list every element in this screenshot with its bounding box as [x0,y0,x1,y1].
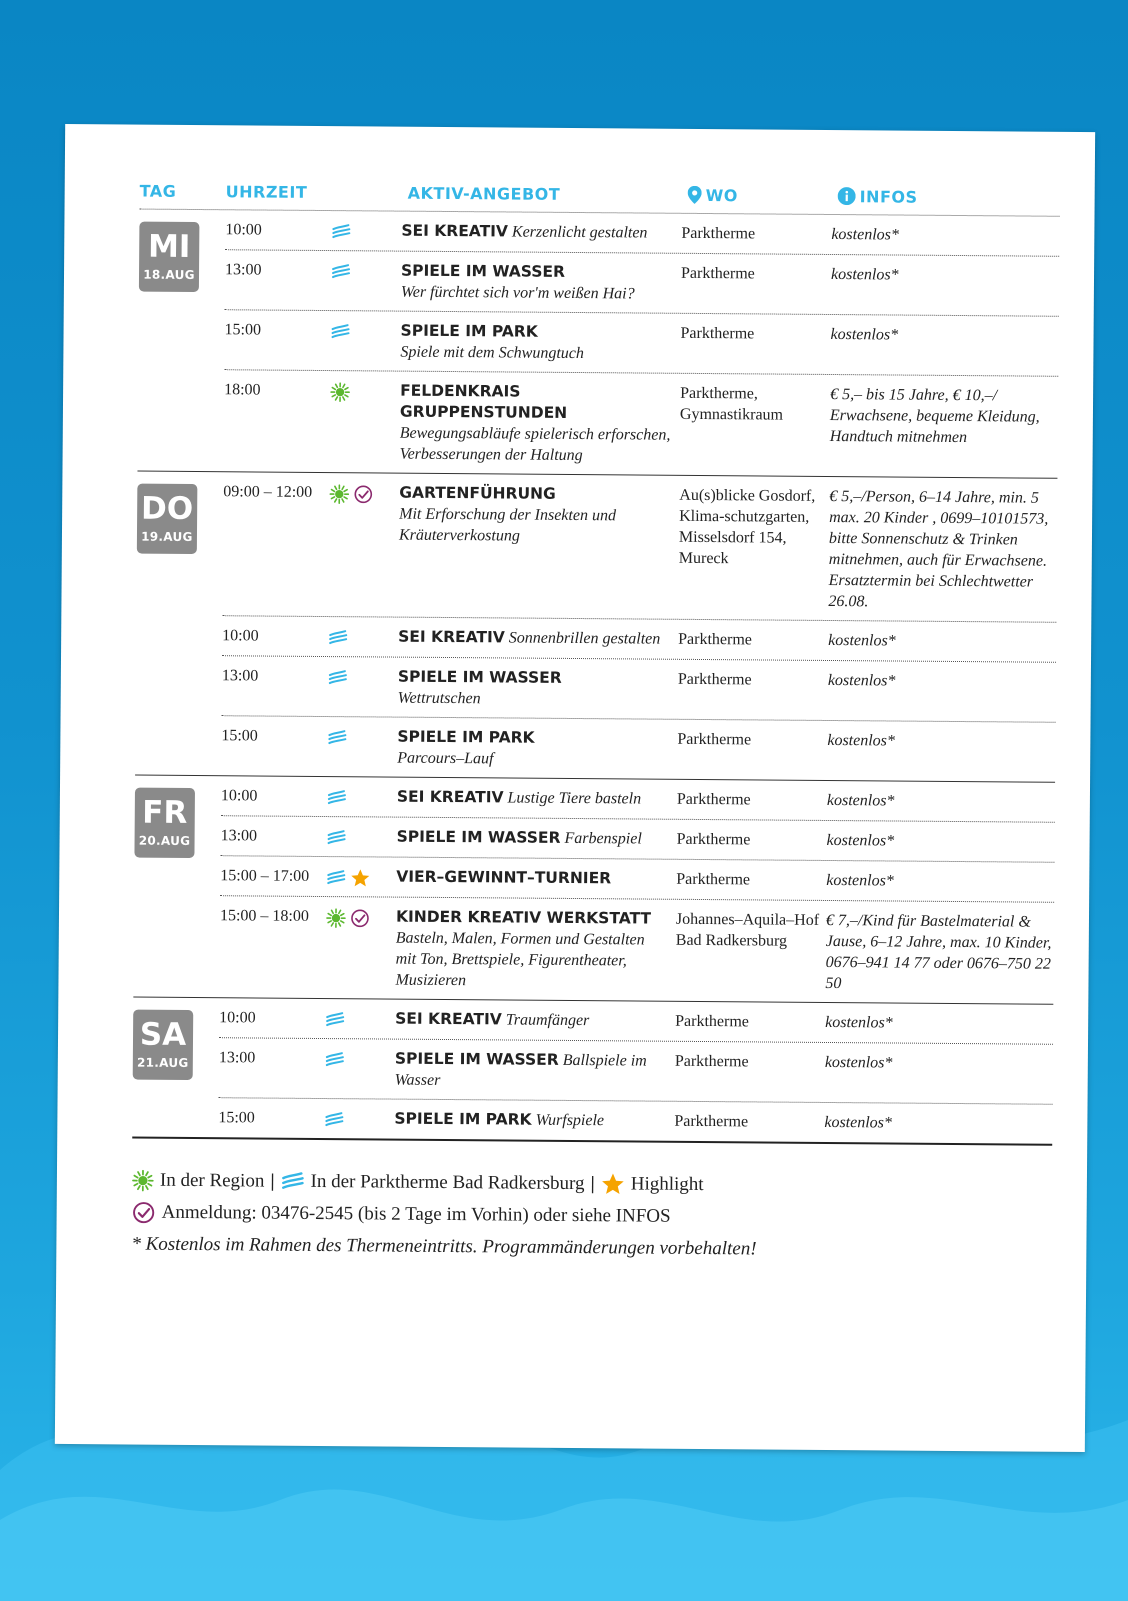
row-info: kostenlos* [824,1053,893,1072]
activity-title: GARTENFÜHRUNG [399,483,556,503]
row-icons [326,866,396,889]
day-section-do [135,472,1057,783]
table-row [224,310,1058,377]
row-activity [400,381,681,467]
row-time: 15:00 – 18:00 [219,907,309,925]
row-info: kostenlos* [830,265,899,284]
day-abbr: MI [147,228,191,265]
check-circle-icon [132,1201,156,1225]
day-date: 21.AUG [136,1055,189,1070]
row-icons [328,482,399,609]
header-uhrzeit: UHRZEIT [225,181,308,202]
program-card [55,124,1095,1452]
row-icons [328,666,398,709]
header-tag: TAG [139,181,177,201]
table-row [221,716,1055,782]
table-row [219,896,1054,1004]
row-icons [327,726,397,769]
day-badge-column [135,472,223,776]
legend [131,1165,1052,1268]
day-abbr: DO [140,490,194,527]
row-location: Parktherme [674,1052,749,1071]
row-time: 10:00 [225,221,262,239]
waves-icon [324,1110,344,1130]
legend-parktherme: In der Parktherme Bad Radkersburg [310,1170,585,1195]
row-location: Parktherme [674,1112,749,1131]
day-date: 18.AUG [143,267,195,282]
waves-icon [327,788,347,808]
row-time: 15:00 – 17:00 [220,867,310,885]
row-time: 13:00 [224,261,262,279]
sun-icon [132,1170,154,1192]
row-activity [396,867,676,891]
legend-anmeldung: Anmeldung: 03476-2545 (bis 2 Tage im Vorhin) oder siehe INFOS [161,1201,671,1227]
day-abbr: SA [139,1016,187,1053]
waves-icon [330,322,350,342]
activity-subtitle-inline: Kerzenlicht gestalten [511,223,648,242]
table-row [218,1098,1052,1144]
activity-subtitle: Spiele mit dem Schwungtuch [400,343,584,363]
row-location: Parktherme [678,630,752,649]
day-badge-column [132,998,219,1138]
row-location: Parktherme [677,670,752,689]
row-activity [401,221,681,245]
row-location: Au(s)blicke Gosdorf, Klima-schutzgarten, Misselsdorf 154, Mureck [678,486,816,568]
waves-icon [327,728,347,748]
row-activity [395,1009,675,1033]
day-rows [218,998,1053,1144]
activity-title: SEI KREATIV [396,787,504,807]
day-sections [132,210,1059,1146]
table-row [221,776,1055,823]
day-badge [134,788,195,858]
waves-icon [325,1010,345,1030]
row-activity [395,1049,675,1093]
row-icons [331,220,401,243]
activity-title: SPIELE IM PARK [400,321,538,341]
row-info: kostenlos* [831,225,899,244]
row-activity [397,827,677,851]
row-location: Parktherme [680,264,755,283]
row-time: 13:00 [221,667,259,685]
row-activity [397,727,677,771]
table-row [219,1038,1053,1105]
activity-title: SPIELE IM WASSER [396,827,561,847]
waves-icon [327,828,347,848]
activity-title: SEI KREATIV [398,627,505,647]
waves-icon [328,668,348,688]
waves-icon [280,1170,304,1194]
check-circle-icon [350,908,370,928]
row-icons [330,380,401,465]
table-row [222,472,1057,623]
row-time: 10:00 [222,627,259,645]
table-row [220,856,1054,903]
row-icons [331,260,401,303]
row-info: kostenlos* [827,731,895,750]
row-info: € 5,– bis 15 Jahre, € 10,–/ Erwachsene, bequeme Kleidung, Handtuch mitnehmen [829,385,1040,447]
activity-subtitle-inline: Traumfänger [505,1011,590,1030]
schedule-table [131,173,1060,1268]
day-rows [223,210,1059,478]
day-date: 19.AUG [141,529,193,544]
star-icon [601,1172,625,1196]
row-location: Parktherme [676,830,751,849]
info-icon [838,187,856,205]
activity-subtitle: Bewegungsabläufe spielerisch erforschen, Verbesserungen der Haltung [399,424,671,465]
table-row [223,370,1058,478]
row-icons [325,906,396,991]
waves-icon [328,628,348,648]
day-section-fr [133,776,1055,1005]
waves-icon [331,262,351,282]
activity-title: SPIELE IM PARK [394,1109,532,1129]
row-activity [397,787,677,811]
row-info: kostenlos* [825,1013,893,1032]
row-location: Parktherme, Gymnastikraum [679,384,784,424]
row-location: Parktherme [675,1012,749,1031]
row-icons [327,826,397,849]
day-section-mi [137,210,1059,479]
legend-highlight: Highlight [630,1173,704,1196]
row-activity [398,483,679,611]
row-icons [325,1008,395,1031]
table-row [222,616,1056,663]
activity-subtitle-inline: Wurfspiele [535,1111,605,1130]
activity-title: KINDER KREATIV WERKSTATT [395,907,652,928]
table-row [219,998,1053,1045]
row-activity [401,261,681,305]
header-wo [688,185,838,205]
legend-line-icons: In der Region | In der Parktherme Bad Radkersburg | Highlight [132,1165,1052,1204]
row-info: kostenlos* [824,1113,892,1132]
row-time: 10:00 [219,1009,256,1027]
row-activity [395,907,676,993]
row-activity [400,321,680,365]
row-icons [325,1048,395,1091]
table-row [225,250,1059,317]
waves-icon [331,222,351,242]
activity-title: SPIELE IM WASSER [400,261,566,281]
day-badge-column [137,210,225,472]
check-circle-icon [132,1201,156,1225]
day-badge [139,222,200,292]
sun-icon [326,908,346,928]
sun-icon [329,484,349,504]
row-location: Johannes–Aquila–Hof Bad Radkersburg [675,910,820,950]
activity-subtitle: Wettrutschen [397,689,481,708]
day-date: 20.AUG [138,833,191,848]
row-icons [328,626,398,649]
day-section-sa [132,998,1053,1146]
row-time: 15:00 [218,1109,255,1127]
activity-title: VIER–GEWINNT–TURNIER [396,867,612,888]
row-time: 09:00 – 12:00 [223,483,313,501]
row-location: Parktherme [681,224,756,243]
location-pin-icon [688,186,702,204]
sun-icon [132,1170,154,1192]
day-rows [219,776,1055,1004]
activity-subtitle: Wer fürchtet sich vor'm weißen Hai? [400,283,635,303]
waves-icon [326,868,346,888]
star-icon [601,1172,625,1196]
row-info: € 5,–/Person, 6–14 Jahre, min. 5 max. 20 Kinder , 0699–10101573, bitte Sonnenschutz & Trinken mitnehmen, auch für Erwachsene. Ersatztermin bei Schlechtwetter 26.08. [828,487,1049,611]
row-icons [330,320,400,363]
activity-title: SPIELE IM PARK [397,727,535,747]
row-time: 18:00 [224,381,261,399]
row-icons [324,1108,394,1131]
activity-title: SPIELE IM WASSER [397,667,562,687]
row-info: kostenlos* [828,631,896,650]
activity-subtitle: Parcours–Lauf [397,749,494,768]
day-badge [133,1010,194,1080]
row-time: 13:00 [220,827,258,845]
activity-title: SEI KREATIV [401,221,509,241]
row-activity [398,627,678,651]
activity-subtitle: Mit Erforschung der Insekten und Kräuterverkostung [398,505,617,545]
activity-title: FELDENKRAIS GRUPPENSTUNDEN [399,381,568,422]
row-info: kostenlos* [826,831,895,850]
row-info: kostenlos* [827,671,896,690]
row-time: 10:00 [220,787,258,805]
header-infos [838,187,918,207]
header-angebot: AKTIV-ANGEBOT [407,183,561,204]
activity-title: SEI KREATIV [395,1009,502,1029]
row-time: 15:00 [224,321,262,339]
day-rows [221,472,1057,782]
row-activity [398,667,678,711]
activity-subtitle: Basteln, Malen, Formen und Gestalten mit Ton, Brettspiele, Figurentheater, Musizieren [395,929,645,990]
table-row [222,656,1056,723]
star-icon [350,868,370,888]
table-row [225,210,1059,257]
row-location: Parktherme [676,790,751,809]
activity-subtitle-inline: Sonnenbrillen gestalten [508,629,661,648]
day-badge-column [133,776,221,998]
row-info: kostenlos* [830,325,899,344]
row-time: 13:00 [218,1049,256,1067]
check-circle-icon [353,484,373,504]
legend-footnote: * Kostenlos im Rahmen des Thermeneintritts. Programmänderungen vorbehalten! [131,1233,757,1260]
header-infos-label: INFOS [859,186,918,207]
legend-region: In der Region [159,1169,265,1192]
row-info: € 7,–/Kind für Bastelmaterial & Jause, 6–12 Jahre, max. 10 Kinder, 0676–941 14 77 oder 0676–750 22 50 [825,911,1052,993]
header-wo-label: WO [705,185,738,205]
row-info: kostenlos* [826,791,895,810]
row-time: 15:00 [221,727,258,745]
waves-icon [280,1170,304,1194]
row-info: kostenlos* [826,871,894,890]
day-abbr: FR [142,794,188,831]
activity-title: SPIELE IM WASSER [394,1049,559,1069]
row-icons [327,786,397,809]
activity-subtitle-inline: Ballspiele im Wasser [394,1051,647,1089]
activity-subtitle-inline: Farbenspiel [564,829,642,848]
day-badge [137,484,198,554]
waves-icon [325,1050,345,1070]
row-location: Parktherme [680,324,755,343]
table-row [220,816,1054,863]
sun-icon [330,382,350,402]
activity-subtitle-inline: Lustige Tiere basteln [507,789,642,808]
row-location: Parktherme [677,730,752,749]
row-activity [394,1109,674,1133]
row-location: Parktherme [676,870,751,889]
